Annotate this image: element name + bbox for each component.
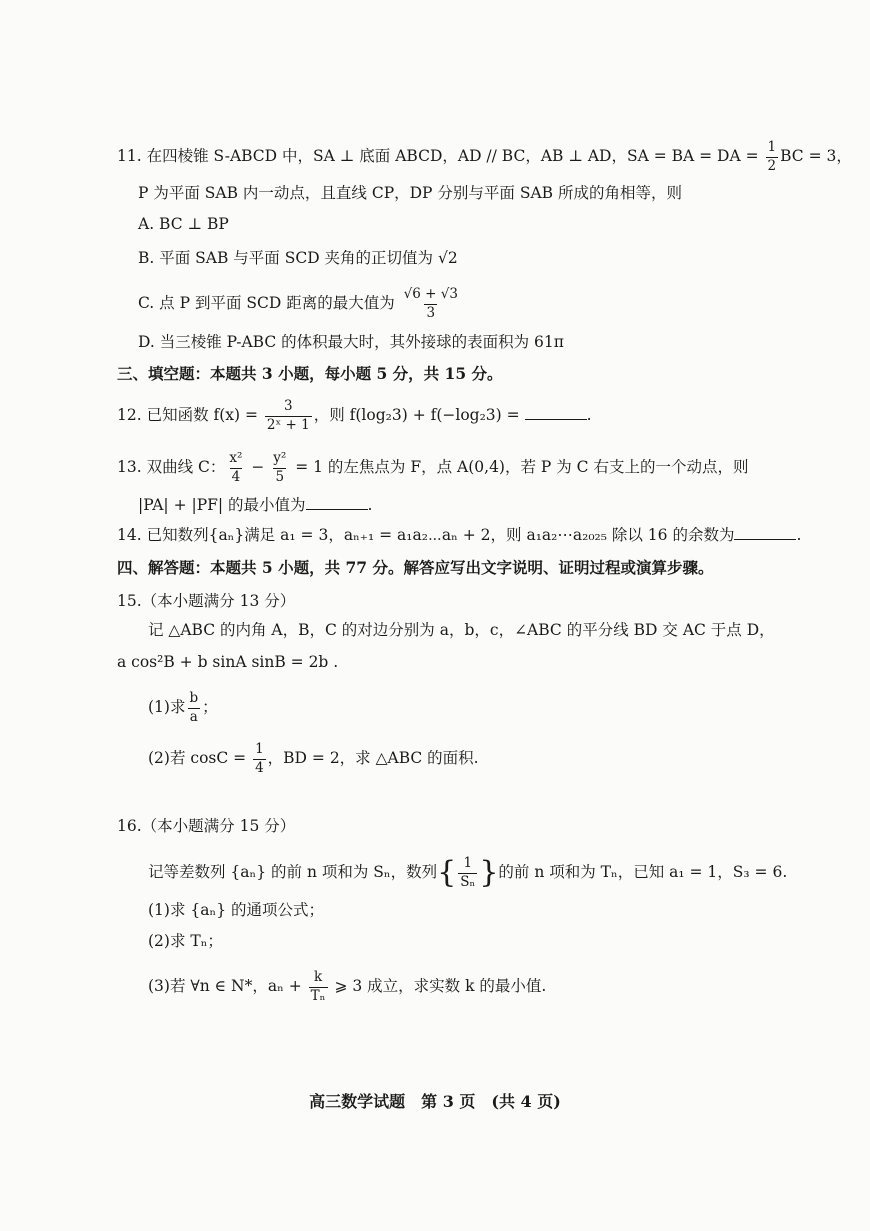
q11-solid: S-ABCD [213, 147, 278, 165]
q15-part1-text: (1)求 [148, 698, 186, 716]
q16-l1-num: 1 [463, 855, 473, 871]
q14-answer-blank[interactable] [734, 525, 796, 540]
q16-part3 [148, 971, 546, 1003]
q12-frac-den: 2ˣ + 1 [266, 416, 310, 433]
q15-p2-den: 4 [255, 759, 264, 776]
q15-part1-fraction [187, 692, 200, 724]
q13-f2-num: y² [273, 450, 287, 466]
q11-option-c [138, 288, 462, 320]
q15-p2-num: 1 [255, 741, 264, 757]
q11-end: BC = 3， [780, 147, 852, 165]
q14 [117, 524, 801, 546]
q11-option-a: A. BC ⊥ BP [138, 215, 229, 233]
q16-part3-text: (3)若 ∀n ∈ N*，aₙ + [148, 977, 307, 995]
q15-part2-end: ，BD = 2，求 △ABC 的面积. [267, 749, 479, 767]
q16-line1-fraction [458, 857, 477, 889]
q15-part2-fraction [253, 743, 266, 775]
q12-end: . [586, 406, 592, 424]
q13-f1-num: x² [229, 450, 243, 466]
q16-line1-text-2: 的前 n 项和为 Tₙ，已知 a₁ = 1，S₃ = 6. [498, 863, 788, 881]
q16-heading: 16.（本小题满分 15 分） [117, 817, 296, 835]
q12-frac-num: 3 [284, 398, 293, 414]
q11-text: 中， [277, 147, 314, 165]
q11-option-c-den: 3 [426, 304, 436, 321]
q11-option-b [138, 247, 458, 269]
q11-option-c-num: √6 + √3 [403, 286, 458, 302]
page-footer: 高三数学试题 第 3 页 (共 4 页) [309, 1092, 561, 1111]
q13-line1 [117, 452, 748, 484]
q11-conditions: SA ⊥ 底面 ABCD，AD // BC，AB ⊥ AD，SA = BA = DA = [313, 147, 764, 165]
q12-text-2: ，则 f(log₂3) + f(−log₂3) = [313, 406, 525, 424]
q11-option-d: D. 当三棱锥 P-ABC 的体积最大时，其外接球的表面积为 61π [138, 333, 564, 351]
q16-p3-num: k [313, 969, 323, 985]
q16-part2: (2)求 Tₙ； [148, 932, 223, 950]
q16-line1 [148, 857, 787, 889]
q16-line1-text: 记等差数列 {aₙ} 的前 n 项和为 Sₙ，数列 [148, 863, 438, 881]
q11-option-b-text: B. 平面 SAB 与平面 SCD 夹角的正切值为 [138, 249, 438, 267]
q13-text-2: = 1 的左焦点为 F，点 A(0,4)，若 P 为 C 右支上的一个动点，则 [290, 458, 749, 476]
q13-end: . [367, 496, 373, 514]
q12-answer-blank[interactable] [525, 405, 587, 420]
q11-option-b-value: √2 [438, 249, 458, 267]
q11-frac-num: 1 [767, 139, 777, 155]
q15-part2 [148, 743, 479, 775]
q15-heading: 15.（本小题满分 13 分） [117, 592, 296, 610]
q11-number: 11. 在四棱锥 [117, 147, 214, 165]
q15-part1 [148, 692, 218, 724]
q15-line2: a cos²B + b sinA sinB = 2b . [117, 653, 339, 671]
right-brace-icon: } [479, 855, 499, 890]
section-3-heading: 三、填空题：本题共 3 小题，每小题 5 分，共 15 分。 [117, 364, 503, 383]
q16-part3-text-2: ⩾ 3 成立，求实数 k 的最小值. [329, 977, 547, 995]
q13-answer-blank[interactable] [306, 495, 368, 510]
q12-text: 12. 已知函数 f(x) = [117, 406, 263, 424]
q12 [117, 400, 592, 432]
q16-part3-fraction [309, 971, 328, 1003]
q13-minus: − [246, 458, 270, 476]
q12-fraction [265, 400, 312, 432]
q15-part1-end: ； [202, 698, 218, 716]
q11-option-c-text: C. 点 P 到平面 SCD 距离的最大值为 [138, 294, 400, 312]
q11-fraction [766, 141, 779, 173]
q11-line2: P 为平面 SAB 内一动点，且直线 CP，DP 分别与平面 SAB 所成的角相等，则 [138, 184, 682, 202]
q15-part2-text: (2)若 cosC = [148, 749, 252, 767]
q13-f2-den: 5 [275, 468, 285, 485]
q16-l1-den: Sₙ [460, 873, 476, 890]
q13-line2-text: |PA| + |PF| 的最小值为 [138, 496, 306, 514]
q11-option-c-fraction [402, 288, 460, 320]
q13-fraction-x [227, 452, 244, 484]
q15-line1: 记 △ABC 的内角 A，B，C 的对边分别为 a，b，c，∠ABC 的平分线 BD 交 AC 于点 D， [148, 621, 775, 639]
q16-p3-den: Tₙ [310, 987, 326, 1004]
q13-line2 [138, 494, 372, 516]
q15-p1-den: a [189, 708, 198, 725]
q11-frac-den: 2 [767, 157, 777, 174]
q13-fraction-y [271, 452, 288, 484]
q11-line1 [117, 141, 852, 173]
q13-text: 13. 双曲线 C： [117, 458, 226, 476]
q13-f1-den: 4 [231, 468, 241, 485]
section-4-heading: 四、解答题：本题共 5 小题，共 77 分。解答应写出文字说明、证明过程或演算步骤。 [117, 558, 714, 577]
q14-end: . [796, 526, 802, 544]
q16-part1: (1)求 {aₙ} 的通项公式； [148, 901, 324, 919]
left-brace-icon: { [437, 855, 457, 890]
q14-text: 14. 已知数列{aₙ}满足 a₁ = 3，aₙ₊₁ = a₁a₂⋯aₙ + 2，则 a₁a₂⋯a₂₀₂₅ 除以 16 的余数为 [117, 526, 735, 544]
q15-p1-num: b [189, 690, 199, 706]
